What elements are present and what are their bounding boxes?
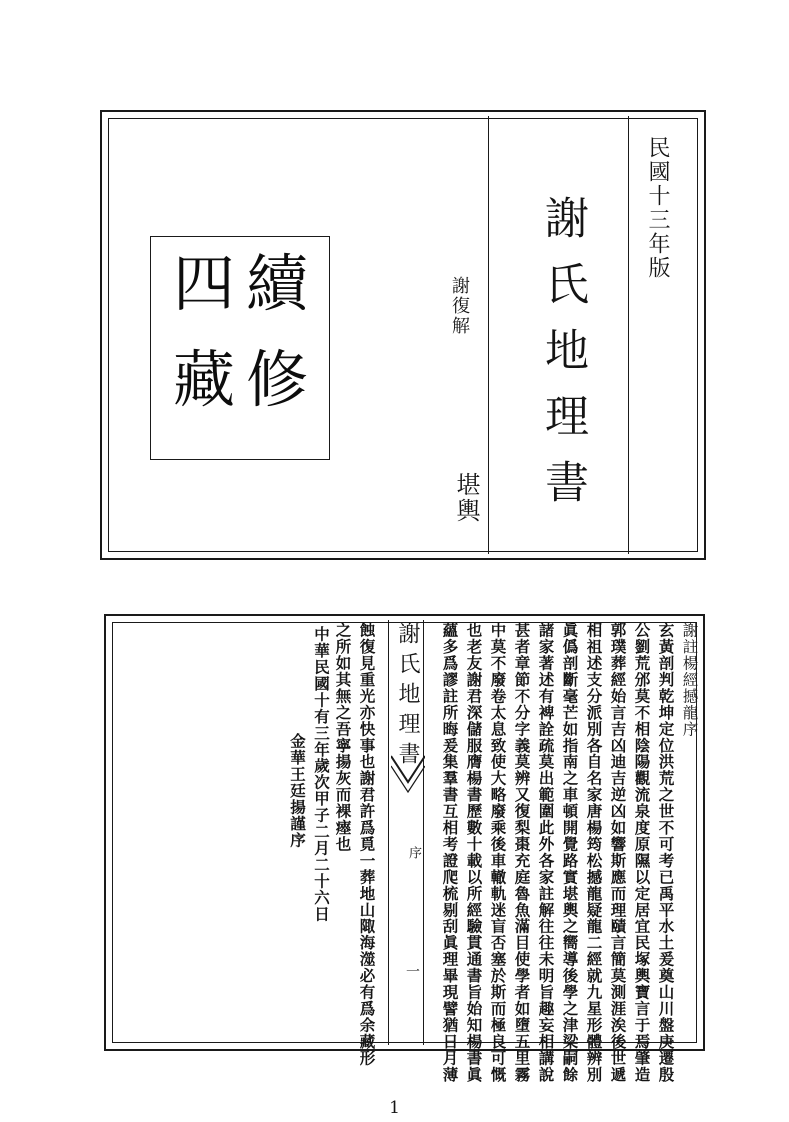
text-column: 之所如其無之吾寧揚灰而裸瘞也 [333, 622, 353, 853]
preface-heading: 謝註楊經撼龍序 [680, 622, 699, 738]
edition-label: 民國十三年版 [645, 136, 670, 280]
text-column: 相祖述支分派別各自名家唐楊筠松撼龍疑龍二經就九星形體辨別 [584, 622, 604, 1083]
page-number: 1 [389, 1098, 400, 1118]
text-column: 眞僞剖斷毫芒如指南之車頓開覺路實堪輿之嚮導後學之津梁嗣餘 [560, 622, 580, 1083]
text-column: 也老友謝君深儲服膺楊書歷數十載以所經驗貫通書旨始知楊書眞 [464, 622, 484, 1083]
pillar-line-left [388, 620, 389, 1045]
book-title: 謝氏地理書 [537, 195, 588, 525]
cover-divider-right [628, 116, 629, 554]
text-column: 郭璞葬經始言吉凶迪吉逆凶如響斯應而理賾言簡莫測涯涘後世遞 [608, 622, 628, 1083]
text-column: 甚者章節不分字義莫辨又復梨棗充庭魯魚滿目使學者如墮五里霧 [512, 622, 532, 1083]
text-column: 公劉荒邠莫不相陰陽觀流泉度原隰以定居宜民塚輿寶言于焉肇造 [632, 622, 652, 1083]
category-label: 堪輿 [452, 472, 480, 524]
text-column: 中莫不廢卷太息致使大略廢乘後車轍軌迷盲否塞於斯而極良可慨 [488, 622, 508, 1083]
fishtail-mark [391, 752, 425, 812]
pillar-section-label: 序 [406, 846, 421, 859]
seal-char: 四 [173, 247, 236, 320]
author-label: 謝復解 [449, 276, 470, 336]
collection-seal [150, 236, 330, 460]
seal-char: 續 [246, 247, 309, 320]
signature-date: 中華民國十有三年歲次甲子二月二十六日 [312, 626, 331, 923]
text-column: 蘊多爲謬註所晦爰集羣書互相考證爬梳剔刮眞理畢現譬猶日月薄 [440, 622, 460, 1083]
seal-char: 修 [246, 343, 309, 416]
text-column: 玄黃剖判乾坤定位洪荒之世不可考已禹平水土爰奠山川盤庚遷殷 [656, 622, 676, 1083]
text-column: 蝕復見重光亦快事也謝君許爲覓一葬地山陬海澨必有爲余藏形 [357, 622, 377, 1067]
pillar-title: 謝氏地理書 [395, 622, 420, 772]
signature-name: 金華王廷揚謹序 [288, 733, 307, 849]
cover-divider-left [488, 116, 489, 554]
pillar-page-number: 一 [404, 964, 420, 978]
seal-char: 藏 [173, 343, 236, 416]
text-column: 諸家著述有裨詮疏莫出範圍此外各家註解往往未明旨趣妄相講說 [536, 622, 556, 1083]
pillar-line-right [423, 620, 424, 1045]
